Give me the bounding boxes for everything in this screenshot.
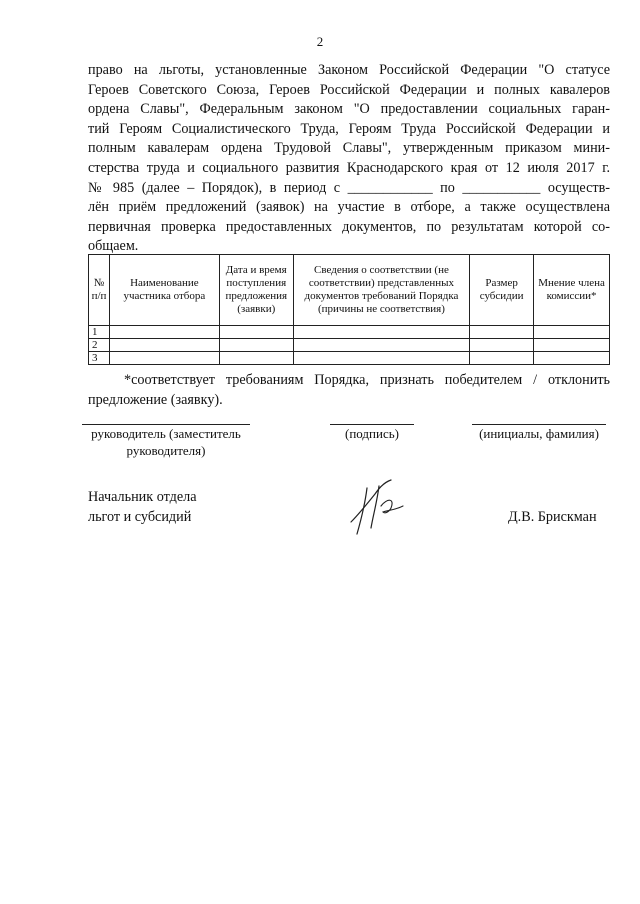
table-cell — [470, 326, 534, 339]
body-paragraph — [88, 61, 610, 257]
header-commission-opinion: Мнение члена комиссии* — [534, 255, 610, 326]
header-number: № п/п — [89, 255, 110, 326]
position-title — [88, 488, 197, 527]
selection-results-table — [88, 254, 610, 365]
table-cell — [109, 326, 219, 339]
table-cell — [293, 352, 469, 365]
footnote-line: предложение (заявку). — [88, 391, 223, 408]
table-row — [89, 326, 610, 339]
table-cell — [109, 352, 219, 365]
head-caption: руководитель (заместитель руководителя) — [91, 426, 241, 458]
header-received-datetime: Дата и время поступления предложения (заявки) — [219, 255, 293, 326]
table-cell — [219, 326, 293, 339]
handwritten-signature — [345, 476, 409, 540]
table-cell — [293, 326, 469, 339]
table-cell — [219, 339, 293, 352]
body-line: тий Героям Социалистического Труда, Героям Труда Российской Федерации и — [88, 120, 610, 137]
body-line: право на льготы, установленные Законом Российской Федерации "О статусе — [88, 62, 610, 78]
body-line: первичная проверка предоставленных документов, по результатам которой со- — [88, 218, 610, 235]
header-participant: Наименование участника отбора — [109, 255, 219, 326]
position-title-line: Начальник отдела — [88, 489, 197, 505]
position-title-line: льгот и субсидий — [88, 508, 192, 525]
body-line: ордена Славы", Федеральным законом "О предоставлении социальных гаран- — [88, 101, 610, 118]
table-cell: 2 — [89, 339, 110, 352]
header-compliance-info: Сведения о соответствии (не соответствии) представленных документов требований Порядка (причины не соответствия) — [293, 255, 469, 326]
table-cell — [219, 352, 293, 365]
table-cell — [470, 352, 534, 365]
table-cell — [470, 339, 534, 352]
body-line: № 985 (далее – Порядок), в период с ____________ по ___________ осуществ- — [88, 179, 610, 196]
table-cell — [109, 339, 219, 352]
table-header-row — [89, 255, 610, 326]
body-line: Героев Советского Союза, Героев Российской Федерации и полных кавалеров — [88, 81, 610, 98]
body-line: лён приём предложений (заявок) на участие в отборе, а также осуществлена — [88, 199, 610, 216]
signatory-name: Д.В. Брискман — [508, 509, 597, 525]
footnote-line: *соответствует требованиям Порядка, признать победителем / отклонить — [124, 372, 610, 388]
table-row — [89, 339, 610, 352]
footnote — [88, 371, 610, 410]
table-cell — [293, 339, 469, 352]
table-cell — [534, 352, 610, 365]
signature-caption: (подпись) — [345, 426, 399, 441]
table-cell: 3 — [89, 352, 110, 365]
body-line: стерства труда и социального развития Краснодарского края от 12 июля 2017 г. — [88, 159, 610, 176]
table-row — [89, 352, 610, 365]
body-line: общаем. — [88, 238, 139, 255]
body-line: полным кавалерам ордена Трудовой Славы", утвержденным приказом мини- — [88, 140, 610, 157]
table-cell — [534, 339, 610, 352]
table-cell — [534, 326, 610, 339]
name-caption: (инициалы, фамилия) — [479, 426, 599, 441]
table-cell: 1 — [89, 326, 110, 339]
header-subsidy-amount: Размер субсидии — [470, 255, 534, 326]
page-number: 2 — [316, 34, 324, 49]
